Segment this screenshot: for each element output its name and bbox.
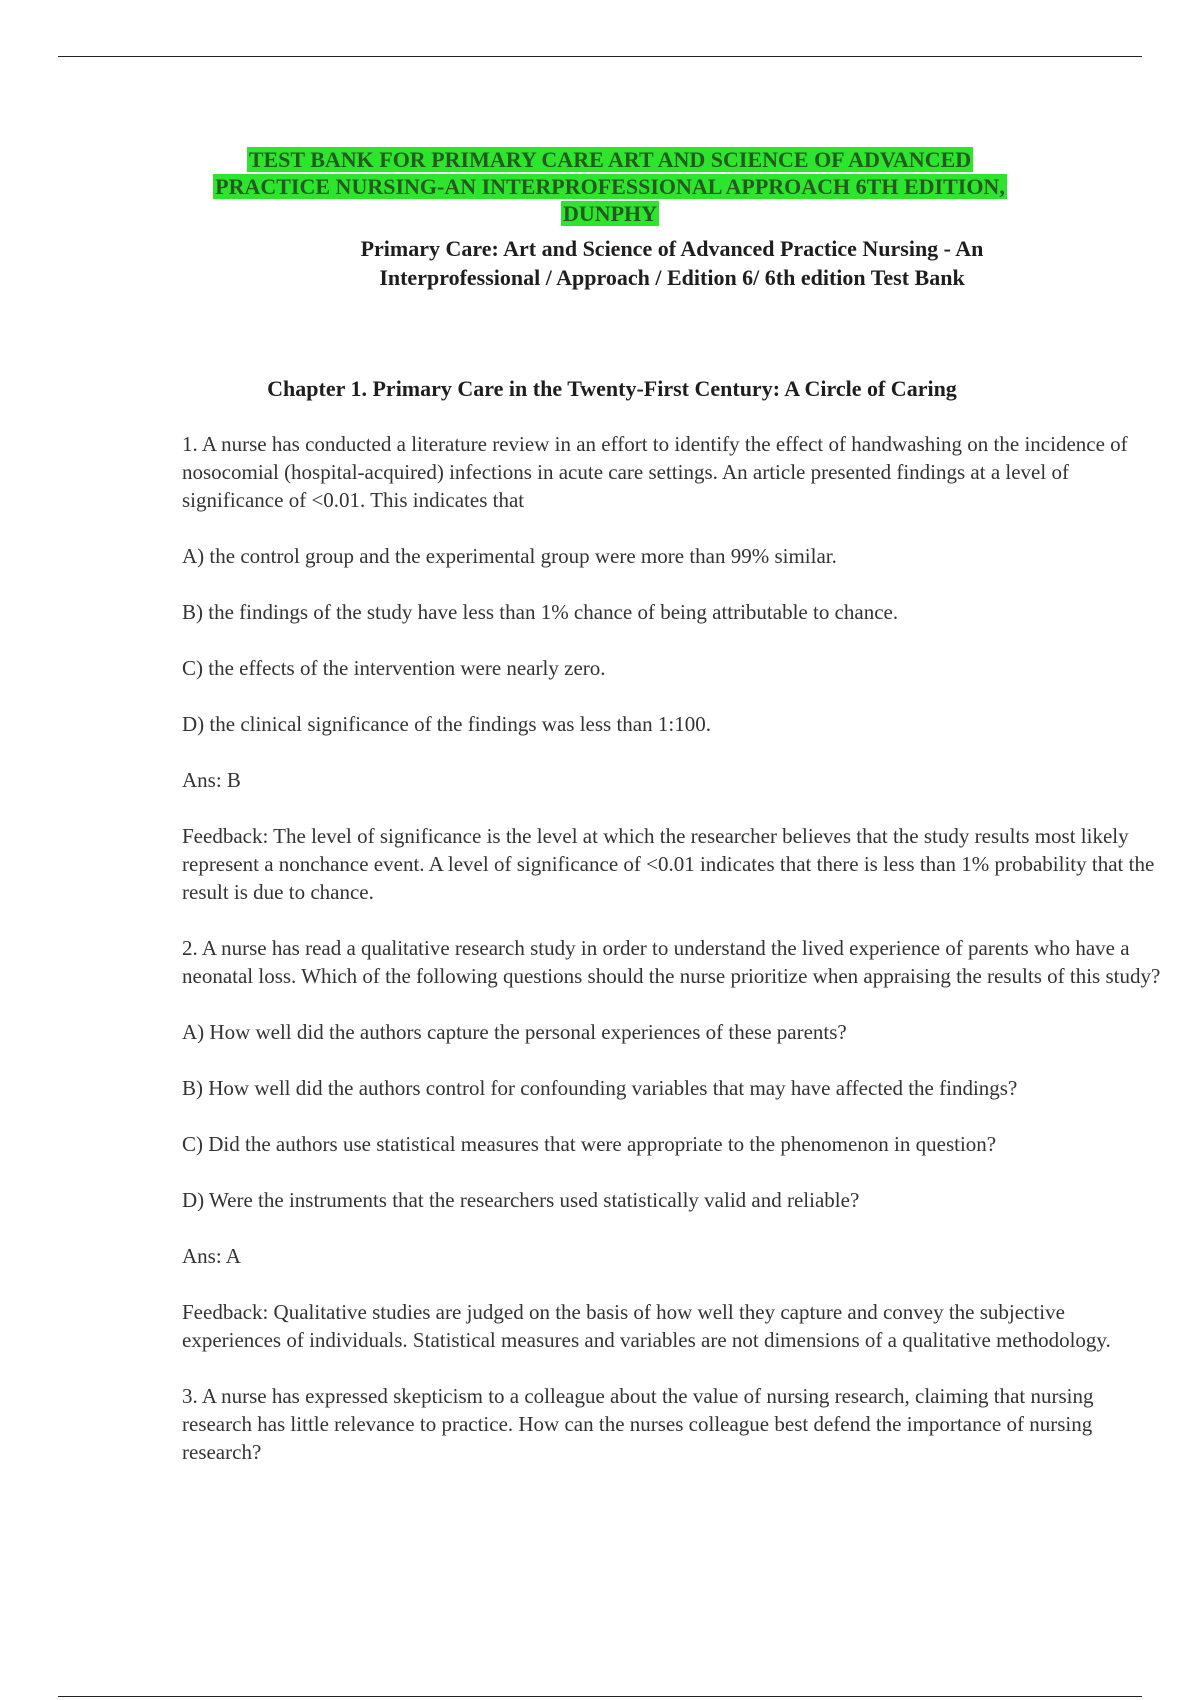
header-rule (58, 56, 1142, 57)
answer-option: C) Did the authors use statistical measures that were appropriate to the phenomenon in question? (182, 1132, 997, 1156)
answer-key: Ans: A (182, 1244, 241, 1268)
answer-option: A) the control group and the experimental group were more than 99% similar. (182, 544, 837, 568)
title-line-2: PRACTICE NURSING-AN INTERPROFESSIONAL APPROACH 6TH EDITION, (215, 174, 1005, 199)
question-text: 2. A nurse has read a qualitative research study in order to understand the lived experience of parents who have a neonatal loss. Which of the following questions should the nurse prioritize when appraising the results of this study? (182, 936, 1161, 988)
document-subtitle (282, 234, 1062, 292)
title-line-3: DUNPHY (562, 201, 658, 226)
question-text: 3. A nurse has expressed skepticism to a colleague about the value of nursing research, claiming that nursing research has little relevance to practice. How can the nurses colleague best defend the importance of nursing research? (182, 1384, 1094, 1464)
document-title (160, 146, 1060, 227)
title-line-1: TEST BANK FOR PRIMARY CARE ART AND SCIENCE OF ADVANCED (248, 147, 972, 172)
footer-rule (58, 1696, 1142, 1697)
chapter-title: Chapter 1. Primary Care in the Twenty-First Century: A Circle of Caring (267, 376, 957, 401)
question-text: 1. A nurse has conducted a literature review in an effort to identify the effect of handwashing on the incidence of nosocomial (hospital-acquired) infections in acute care settings. An article presented findings at a level of significance of <0.01. This indicates that (182, 432, 1128, 512)
answer-option: A) How well did the authors capture the personal experiences of these parents? (182, 1020, 847, 1044)
subtitle-line-1: Primary Care: Art and Science of Advanced Practice Nursing - An (360, 236, 984, 261)
answer-option: B) How well did the authors control for confounding variables that may have affected the findings? (182, 1076, 1018, 1100)
feedback-text: Feedback: The level of significance is the level at which the researcher believes that the study results most likely represent a nonchance event. A level of significance of <0.01 indicates that there is less than 1% probability that the result is due to chance. (182, 824, 1155, 904)
answer-option: D) the clinical significance of the findings was less than 1:100. (182, 712, 711, 736)
subtitle-line-2: Interprofessional / Approach / Edition 6/ 6th edition Test Bank (379, 265, 965, 290)
answer-option: D) Were the instruments that the researchers used statistically valid and reliable? (182, 1188, 860, 1212)
feedback-text: Feedback: Qualitative studies are judged on the basis of how well they capture and convey the subjective experiences of individuals. Statistical measures and variables are not dimensions of a qualitative methodology. (182, 1300, 1111, 1352)
answer-key: Ans: B (182, 768, 241, 792)
answer-option: B) the findings of the study have less than 1% chance of being attributable to chance. (182, 600, 899, 624)
answer-option: C) the effects of the intervention were nearly zero. (182, 656, 606, 680)
question-list (182, 430, 1167, 1494)
